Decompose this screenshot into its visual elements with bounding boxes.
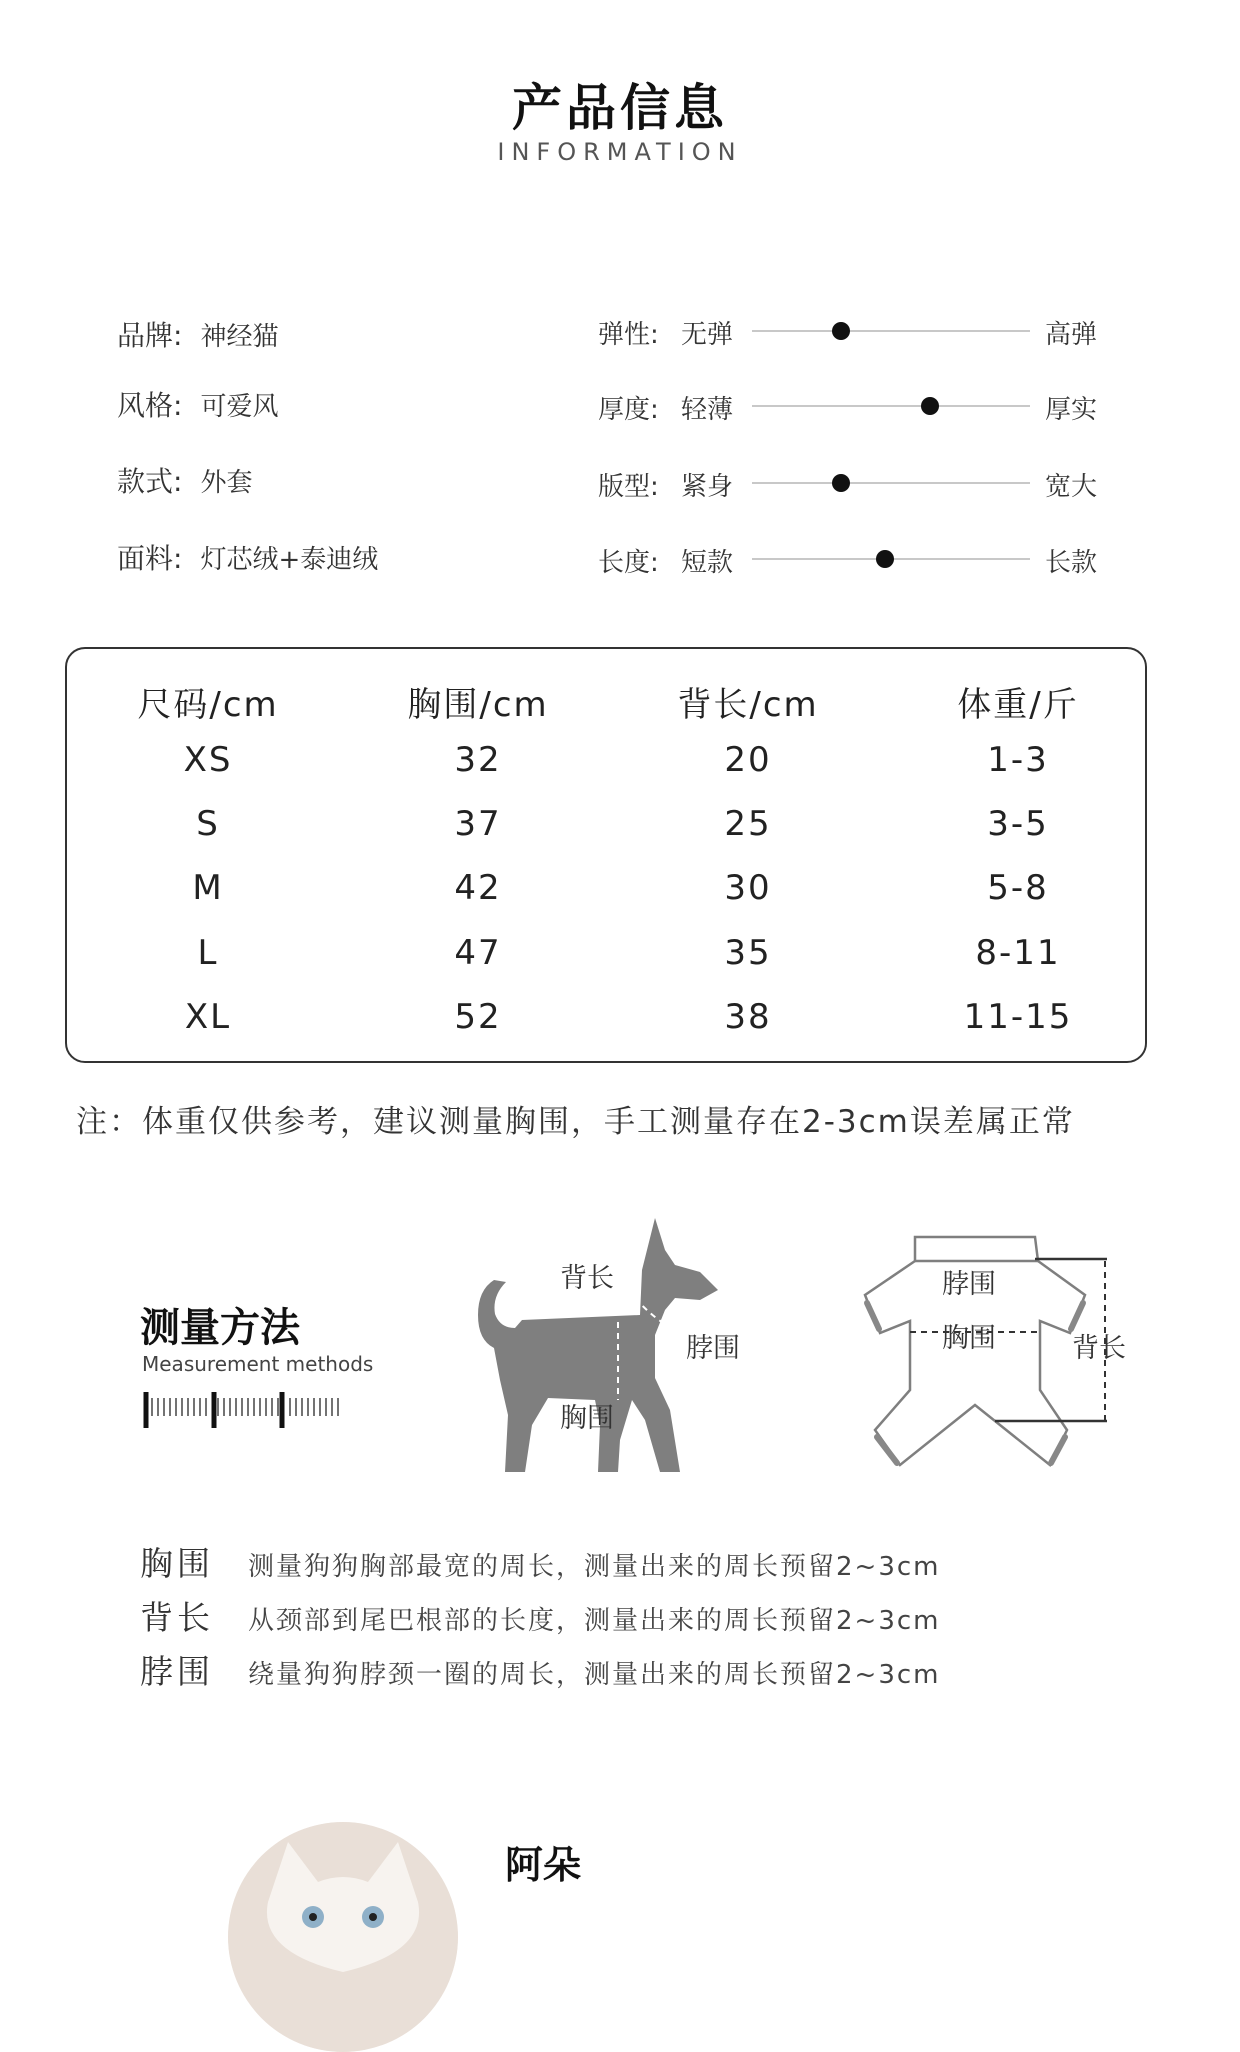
scale-track <box>752 482 1030 484</box>
page-title: 产品信息 <box>512 79 728 137</box>
desc-text-neck: 绕量狗狗脖颈一圈的周长，测量出来的周长预留2~3cm <box>248 1660 941 1690</box>
table-cell: 32 <box>454 740 502 780</box>
attribute-label: 品牌: <box>117 319 183 352</box>
scale-marker <box>832 322 850 340</box>
scale-marker <box>832 474 850 492</box>
attribute-style <box>117 384 278 424</box>
dog-label-back: 背长 <box>560 1263 614 1294</box>
table-cell: 5-8 <box>987 868 1049 908</box>
table-header: 背长/cm <box>677 685 819 725</box>
scale-marker <box>876 550 894 568</box>
scale-label: 长度: <box>598 548 659 578</box>
pet-avatar <box>228 1822 458 2052</box>
scale-high-label: 厚实 <box>1045 395 1098 425</box>
measurement-subtitle: Measurement methods <box>142 1352 374 1376</box>
scale-low-label: 无弹 <box>681 320 734 350</box>
table-cell: XL <box>184 997 232 1037</box>
table-cell: 25 <box>724 804 772 844</box>
scale-marker <box>921 397 939 415</box>
attribute-value: 外套 <box>200 468 253 498</box>
table-header: 胸围/cm <box>407 685 549 725</box>
scale-low-label: 短款 <box>681 548 734 578</box>
measurement-title: 测量方法 <box>140 1305 300 1351</box>
table-cell: 47 <box>454 933 502 973</box>
table-cell: L <box>197 933 219 973</box>
garment-collar <box>915 1237 1038 1261</box>
desc-text-back: 从颈部到尾巴根部的长度，测量出来的周长预留2~3cm <box>248 1606 941 1636</box>
scale-high-label: 高弹 <box>1045 320 1098 350</box>
garment-label-back: 背长 <box>1072 1333 1126 1364</box>
table-cell: 42 <box>454 868 502 908</box>
scale-label: 厚度: <box>598 395 659 425</box>
attribute-label: 风格: <box>117 389 183 422</box>
table-cell: 35 <box>724 933 772 973</box>
garment-label-chest: 胸围 <box>942 1323 996 1354</box>
table-cell: 8-11 <box>975 933 1061 973</box>
table-cell: 30 <box>724 868 772 908</box>
ruler-icon <box>142 1388 342 1432</box>
scale-label: 版型: <box>598 472 659 502</box>
dog-label-chest: 胸围 <box>560 1403 614 1434</box>
table-cell: XS <box>183 740 233 780</box>
table-cell: 3-5 <box>987 804 1049 844</box>
scale-track <box>752 405 1030 407</box>
pet-name: 阿朵 <box>505 1843 582 1887</box>
scale-high-label: 宽大 <box>1045 472 1098 502</box>
garment-label-neck: 脖围 <box>942 1269 996 1300</box>
table-cell: M <box>192 868 224 908</box>
table-cell: 52 <box>454 997 502 1037</box>
scale-track <box>752 330 1030 332</box>
desc-term-neck: 脖围 <box>140 1652 214 1691</box>
dog-label-neck: 脖围 <box>686 1333 740 1364</box>
table-header: 尺码/cm <box>137 685 279 725</box>
scale-low-label: 紧身 <box>681 472 734 502</box>
table-cell: 1-3 <box>987 740 1049 780</box>
table-cell: 38 <box>724 997 772 1037</box>
desc-term-back: 背长 <box>140 1598 214 1637</box>
attribute-label: 面料: <box>117 542 183 575</box>
table-cell: S <box>196 804 220 844</box>
scale-low-label: 轻薄 <box>681 395 734 425</box>
table-note: 注：体重仅供参考，建议测量胸围，手工测量存在2-3cm误差属正常 <box>76 1104 1075 1140</box>
attribute-type <box>117 460 252 500</box>
desc-text-chest: 测量狗狗胸部最宽的周长，测量出来的周长预留2~3cm <box>248 1552 941 1582</box>
cat-illustration <box>228 1822 458 2052</box>
attribute-value: 灯芯绒+泰迪绒 <box>200 545 379 575</box>
attribute-brand <box>117 314 278 354</box>
attribute-value: 神经猫 <box>200 322 279 352</box>
attribute-fabric <box>117 537 378 577</box>
table-cell: 20 <box>724 740 772 780</box>
page-subtitle: INFORMATION <box>497 138 743 166</box>
attribute-value: 可爱风 <box>200 392 279 422</box>
table-cell: 37 <box>454 804 502 844</box>
scale-label: 弹性: <box>598 320 659 350</box>
desc-term-chest: 胸围 <box>140 1544 214 1583</box>
scale-high-label: 长款 <box>1045 548 1098 578</box>
table-header: 体重/斤 <box>957 685 1079 725</box>
attribute-label: 款式: <box>117 465 183 498</box>
table-cell: 11-15 <box>963 997 1073 1037</box>
